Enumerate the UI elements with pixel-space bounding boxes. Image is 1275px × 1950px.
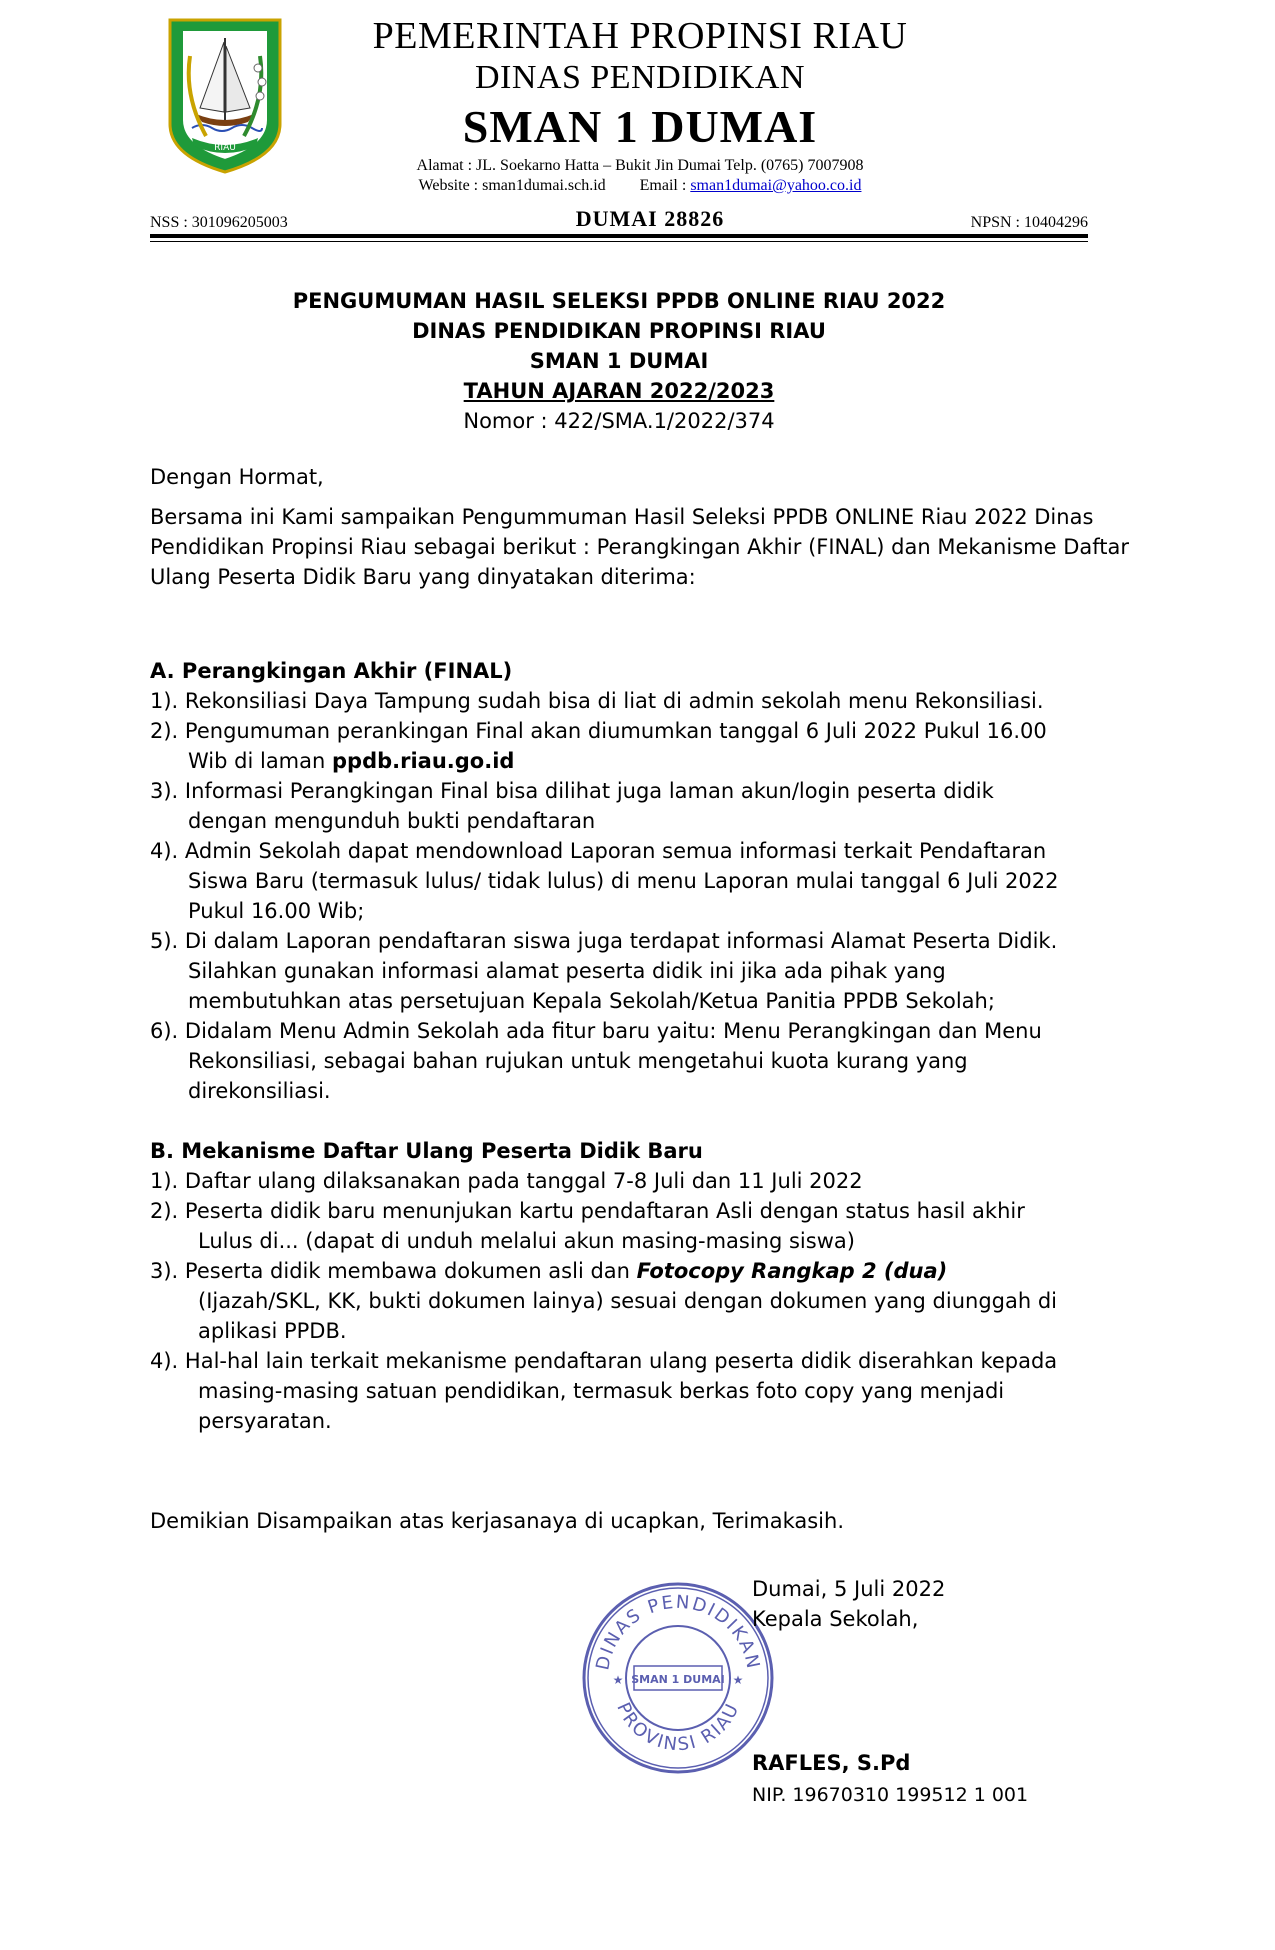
intro-line: dinyatakan diterima:	[477, 565, 696, 589]
title-line-4: TAHUN AJARAN 2022/2023	[463, 379, 775, 403]
list-item: 6). Didalam Menu Admin Sekolah ada fitur baru yaitu: Menu Perangkingan dan Menu Rekonsiliasi, sebagai bahan rujukan untuk mengetahui kuota kurang yang direkonsiliasi.	[150, 1019, 1042, 1103]
npsn-number: NPSN : 10404296	[970, 214, 1088, 231]
letter-number: Nomor : 422/SMA.1/2022/374	[463, 409, 775, 433]
riau-province-emblem	[166, 16, 284, 174]
contact-line	[300, 176, 980, 196]
intro-line: Bersama ini Kami sampaikan Pengummuman Hasil Seleksi PPDB ONLINE Riau 2022	[150, 505, 1028, 529]
list-item: 1). Rekonsiliasi Daya Tampung sudah bisa di liat di admin sekolah menu Rekonsiliasi.	[150, 689, 1044, 713]
section-a-heading: A. Perangkingan Akhir (FINAL)	[150, 659, 513, 683]
emphasis-text: Fotocopy Rangkap 2 (dua)	[636, 1259, 948, 1283]
letterhead-rule-thin	[150, 241, 1088, 242]
email-label: Email :	[639, 177, 687, 194]
nss-number: NSS : 301096205003	[150, 214, 288, 231]
svg-text:SMAN 1 DUMAI: SMAN 1 DUMAI	[631, 1673, 725, 1686]
svg-text:PROVINSI RIAU: PROVINSI RIAU	[612, 1699, 744, 1756]
announcement-title	[150, 286, 1088, 436]
school-address: Alamat : JL. Soekarno Hatta – Bukit Jin Dumai Telp. (0765) 7007908	[416, 157, 864, 174]
list-item: 4). Hal-hal lain terkait mekanisme pendaftaran ulang peserta didik diserahkan kepada masing-masing satuan pendidikan, termasuk berkas foto copy yang menjadi persyaratan.	[150, 1349, 1058, 1433]
title-line-1: PENGUMUMAN HASIL SELEKSI PPDB ONLINE RIAU 2022	[292, 289, 946, 313]
list-item: 4). Admin Sekolah dapat mendownload Laporan semua informasi terkait Pendaftaran Siswa Baru (termasuk lulus/ tidak lulus) di menu Laporan mulai tanggal 6 Juli 2022 Pukul 16.00 Wib;	[150, 839, 1059, 923]
list-item: 2). Pengumuman perankingan Final akan diumumkan tanggal 6 Juli 2022 Pukul 16.00 Wib di laman ppdb.riau.go.id	[150, 719, 1047, 773]
website-text: Website : sman1dumai.sch.id	[418, 177, 606, 194]
government-name: PEMERINTAH PROPINSI RIAU	[372, 15, 908, 57]
intro-paragraph	[150, 502, 1130, 592]
title-line-2: DINAS PENDIDIKAN PROPINSI RIAU	[412, 319, 826, 343]
list-item: 3). Informasi Perangkingan Final bisa dilihat juga laman akun/login peserta didik dengan mengunduh bukti pendaftaran	[150, 779, 994, 833]
greeting: Dengan Hormat,	[150, 465, 324, 489]
intro-line: Dinas Pendidikan Propinsi Riau sebagai berikut :	[150, 505, 1094, 559]
signatory-nip: NIP. 19670310 199512 1 001	[752, 1784, 1029, 1806]
sign-position: Kepala Sekolah,	[752, 1607, 919, 1631]
svg-text:★: ★	[732, 1673, 744, 1687]
ppdb-website-link[interactable]: ppdb.riau.go.id	[332, 749, 515, 773]
title-line-3: SMAN 1 DUMAI	[529, 349, 709, 373]
school-stamp	[578, 1578, 778, 1778]
list-item: 2). Peserta didik baru menunjukan kartu pendaftaran Asli dengan status hasil akhir Lulus di... (dapat di unduh melalui akun masing-masing siswa)	[150, 1199, 1025, 1253]
letterhead	[300, 14, 980, 196]
list-item: 5). Di dalam Laporan pendaftaran siswa juga terdapat informasi Alamat Peserta Didik. Silahkan gunakan informasi alamat peserta didik ini jika ada pihak yang membutuhkan atas persetujuan Kepala Sekolah/Ketua Panitia PPDB Sekolah;	[150, 929, 1058, 1013]
signatory-name: RAFLES, S.Pd	[752, 1751, 911, 1775]
list-item: 3). Peserta didik membawa dokumen asli dan Fotocopy Rangkap 2 (dua) (Ijazah/SKL, KK, bukti dokumen lainya) sesuai dengan dokumen yang diunggah di aplikasi PPDB.	[150, 1259, 1058, 1343]
section-b-heading: B. Mekanisme Daftar Ulang Peserta Didik Baru	[150, 1139, 703, 1163]
letterhead-rule-thick	[150, 234, 1088, 238]
email-link[interactable]: sman1dumai@yahoo.co.id	[690, 177, 862, 194]
city-postcode: DUMAI 28826	[575, 206, 725, 231]
list-item: 1). Daftar ulang dilaksanakan pada tanggal 7-8 Juli dan 11 Juli 2022	[150, 1169, 863, 1193]
sign-place-date: Dumai, 5 Juli 2022	[752, 1577, 946, 1601]
department-name: DINAS PENDIDIKAN	[474, 59, 806, 96]
intro-line: Perangkingan Akhir (FINAL) dan Mekanisme Daftar Ulang Peserta Didik Baru yang	[150, 535, 1129, 589]
school-name: SMAN 1 DUMAI	[462, 101, 818, 152]
svg-text:RIAU: RIAU	[214, 143, 236, 153]
svg-text:★: ★	[612, 1673, 624, 1687]
closing-sentence: Demikian Disampaikan atas kerjasanaya di ucapkan, Terimakasih.	[150, 1509, 845, 1533]
svg-text:DINAS PENDIDIKAN: DINAS PENDIDIKAN	[592, 1591, 764, 1673]
registration-row	[150, 206, 1088, 236]
